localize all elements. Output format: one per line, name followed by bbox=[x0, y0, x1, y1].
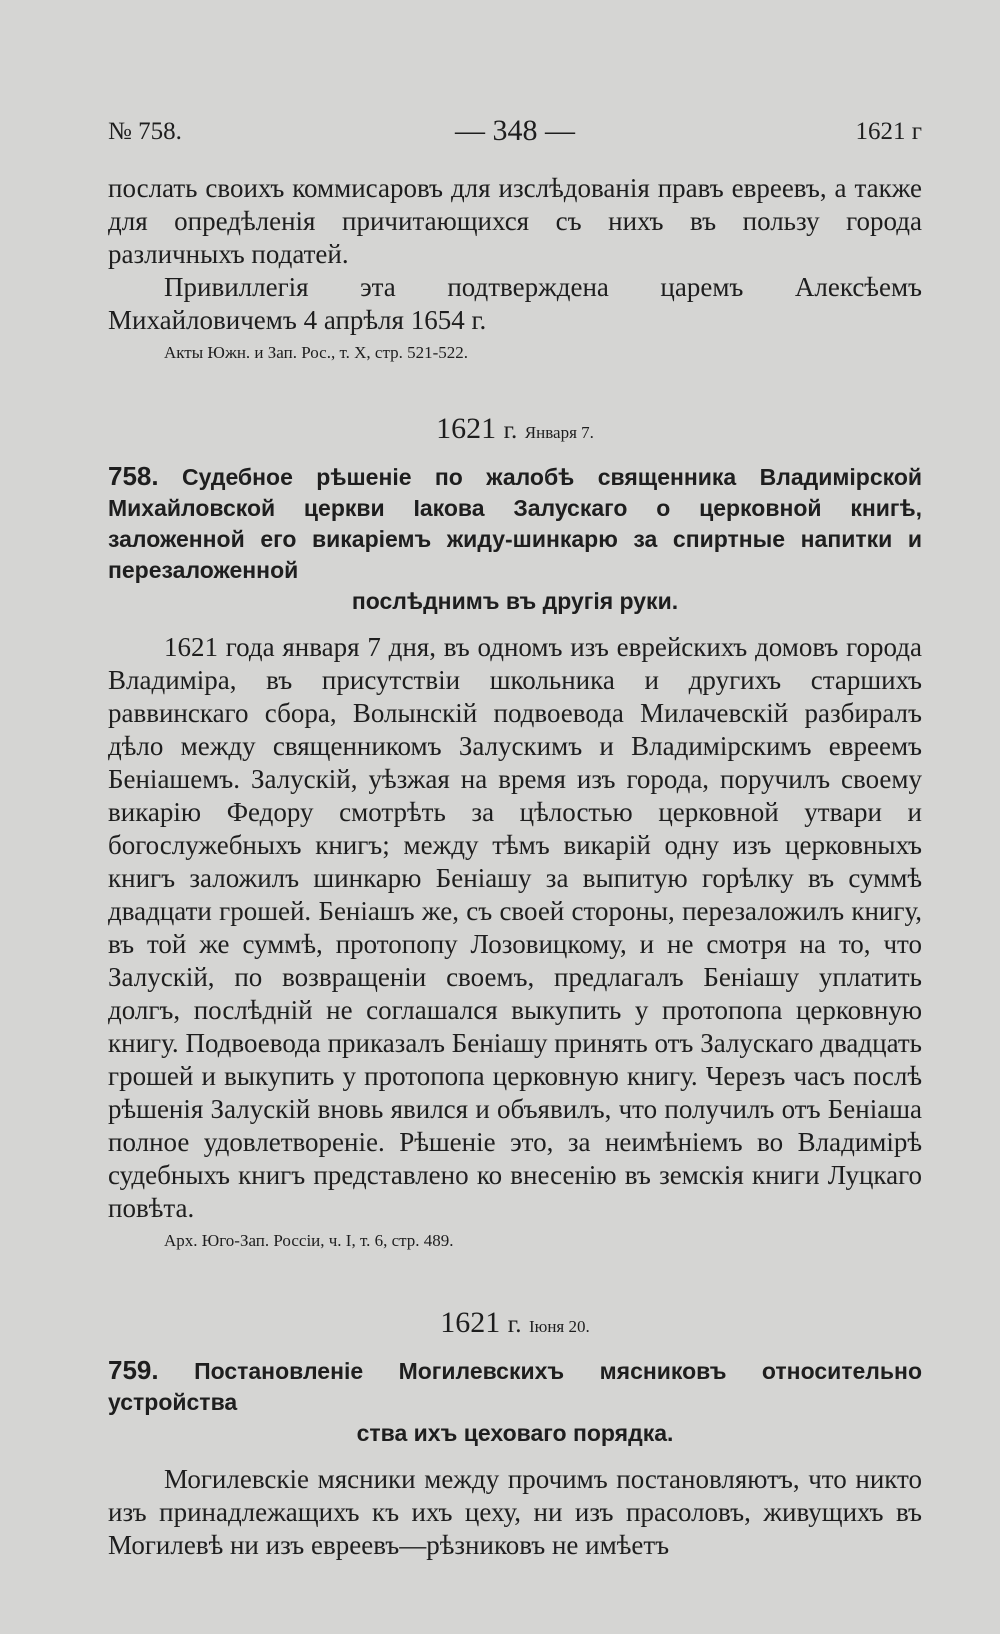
doc759-body: Могилевскіе мясники между прочимъ постановляютъ, что никто изъ принадлежащихъ къ ихъ цеху, ни изъ прасоловъ, живущихъ въ Могилевѣ ни изъ евреевъ—рѣзниковъ не имѣетъ bbox=[108, 1464, 922, 1560]
doc758-date-g: г. bbox=[503, 417, 518, 444]
doc759-date-g: г. bbox=[507, 1311, 522, 1338]
continuation-source: Акты Южн. и Зап. Рос., т. X, стр. 521-522. bbox=[164, 343, 468, 362]
doc759-date-year: 1621 bbox=[440, 1306, 501, 1339]
confirmation-paragraph: Привиллегія эта подтверждена царемъ Алексѣемъ Михайловичемъ 4 апрѣля 1654 г. bbox=[108, 272, 922, 335]
page-header bbox=[108, 114, 922, 158]
doc759-dateline bbox=[108, 1305, 922, 1345]
doc758-title-last-line: послѣднимъ въ другія руки. bbox=[351, 588, 679, 614]
doc759-title-text: Постановленіе Могилевскихъ мясниковъ относительно устройства bbox=[108, 1358, 922, 1415]
doc758-body: 1621 года января 7 дня, въ одномъ изъ еврейскихъ домовъ города Владиміра, въ присутствіи школьника и другихъ старшихъ раввинскаго сбора, Волынскій подвоевода Милачевскій разбиралъ дѣло между священникомъ Залускимъ и Владимірскимъ евреемъ Беніашемъ. Залускій, уѣзжая на время изъ города, поручилъ своему викарію Федору смотрѣть за цѣлостью церковной утвари и богослужебныхъ книгъ; между тѣмъ викарій одну изъ церковныхъ книгъ заложилъ шинкарю Беніашу за выпитую горѣлку въ суммѣ двадцати грошей. Беніашъ же, съ своей стороны, перезаложилъ книгу, въ той же суммѣ, протопопу Лозовицкому, и не смотря на то, что Залускій, по возвращеніи своемъ, предлагалъ Беніашу уплатить долгъ, послѣдній не соглашался выкупить у протопопа церковную книгу. Подвоевода приказалъ Беніашу принять отъ Залускаго двадцать грошей и выкупить у протопопа церковную книгу. Черезъ часъ послѣ рѣшенія Залускій вновь явился и объявилъ, что получилъ отъ Беніаша полное удовлетвореніе. Рѣшеніе это, за неимѣніемъ во Владимірѣ судебныхъ книгъ представлено ко внесенію въ земскія книги Луцкаго повѣта. bbox=[108, 632, 922, 1223]
doc759-title bbox=[108, 1355, 922, 1449]
header-doc-number: № 758. bbox=[108, 118, 182, 145]
document-page bbox=[108, 114, 923, 1562]
doc759-title-last-line: ства ихъ цеховаго порядка. bbox=[356, 1420, 674, 1446]
doc759-date-day: Іюня 20. bbox=[528, 1317, 590, 1336]
doc758-title-text: Судебное рѣшеніе по жалобѣ священника Владимірской Михайловской церкви Іакова Залускаго о церковной книгѣ, заложенной его викаріемъ жиду-шинкарю за спиртные напитки и перезаложенной bbox=[108, 464, 923, 583]
doc758-source: Арх. Юго-Зап. Россіи, ч. I, т. 6, стр. 489. bbox=[164, 1231, 454, 1250]
doc758-number: 758. bbox=[108, 461, 159, 491]
continuation-paragraph: послать своихъ коммисаровъ для изслѣдованія правъ евреевъ, а также для опредѣленія причитающихся съ нихъ въ пользу города различныхъ податей. bbox=[108, 173, 922, 269]
doc758-date-day: Января 7. bbox=[524, 423, 594, 442]
doc759-number: 759. bbox=[108, 1355, 159, 1385]
doc758-dateline bbox=[108, 411, 922, 451]
doc758-date-year: 1621 bbox=[436, 412, 497, 445]
header-page-number: — 348 — bbox=[455, 114, 575, 147]
header-year: 1621 г bbox=[855, 118, 922, 145]
doc758-title bbox=[108, 461, 922, 617]
